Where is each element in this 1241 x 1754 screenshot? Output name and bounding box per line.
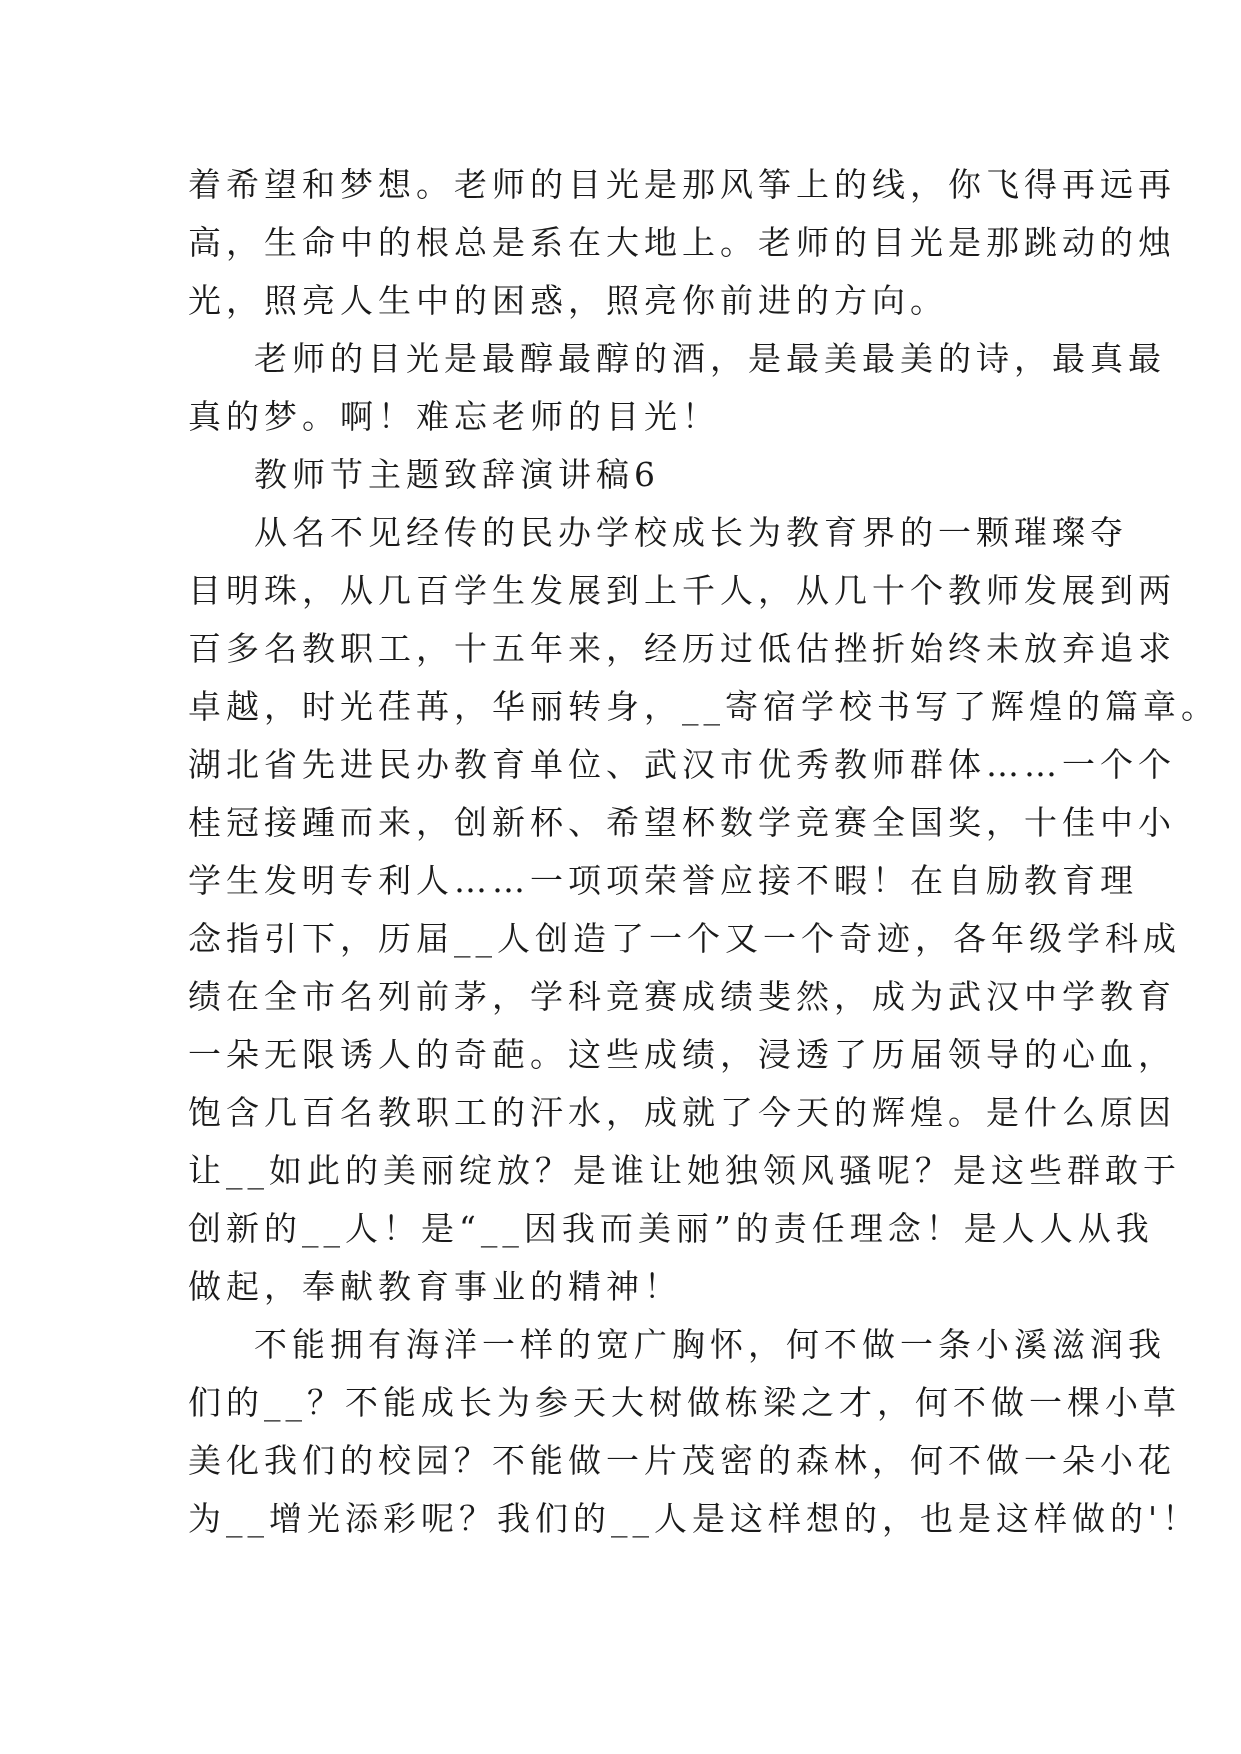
text-line: 为__增光添彩呢？我们的__人是这样想的，也是这样做的'！ bbox=[188, 1499, 1201, 1538]
text-line: 做起，奉献教育事业的精神！ bbox=[188, 1267, 682, 1306]
text-line: 光，照亮人生中的困惑，照亮你前进的方向。 bbox=[188, 281, 948, 320]
text-line: 念指引下，历届__人创造了一个又一个奇迹，各年级学科成 bbox=[188, 919, 1181, 958]
text-line: 百多名教职工，十五年来，经历过低估挫折始终未放弃追求 bbox=[188, 629, 1176, 668]
text-line: 一朵无限诱人的奇葩。这些成绩，浸透了历届领导的心血， bbox=[188, 1035, 1176, 1074]
text-line: 不能拥有海洋一样的宽广胸怀，何不做一条小溪滋润我 bbox=[254, 1325, 1166, 1364]
text-line: 老师的目光是最醇最醇的酒，是最美最美的诗，最真最 bbox=[254, 339, 1166, 378]
text-line: 学生发明专利人……一项项荣誉应接不暇！在自励教育理 bbox=[188, 861, 1138, 900]
text-line: 卓越，时光荏苒，华丽转身，__寄宿学校书写了辉煌的篇章。 bbox=[188, 687, 1219, 726]
text-line: 们的__？不能成长为参天大树做栋梁之才，何不做一棵小草 bbox=[188, 1383, 1181, 1422]
text-line: 从名不见经传的民办学校成长为教育界的一颗璀璨夺 bbox=[254, 513, 1128, 552]
text-line: 饱含几百名教职工的汗水，成就了今天的辉煌。是什么原因 bbox=[188, 1093, 1176, 1132]
text-line: 桂冠接踵而来，创新杯、希望杯数学竞赛全国奖，十佳中小 bbox=[188, 803, 1176, 842]
text-line: 湖北省先进民办教育单位、武汉市优秀教师群体……一个个 bbox=[188, 745, 1176, 784]
document-body bbox=[188, 156, 1219, 1548]
section-heading: 教师节主题致辞演讲稿6 bbox=[254, 455, 660, 494]
text-line: 创新的__人！是“__因我而美丽”的责任理念！是人人从我 bbox=[188, 1209, 1154, 1248]
text-line: 美化我们的校园？不能做一片茂密的森林，何不做一朵小花 bbox=[188, 1441, 1176, 1480]
text-line: 让__如此的美丽绽放？是谁让她独领风骚呢？是这些群敢于 bbox=[188, 1151, 1181, 1190]
text-line: 目明珠，从几百学生发展到上千人，从几十个教师发展到两 bbox=[188, 571, 1176, 610]
text-line: 着希望和梦想。老师的目光是那风筝上的线，你飞得再远再 bbox=[188, 165, 1176, 204]
text-line: 绩在全市名列前茅，学科竞赛成绩斐然，成为武汉中学教育 bbox=[188, 977, 1176, 1016]
text-line: 真的梦。啊！难忘老师的目光！ bbox=[188, 397, 720, 436]
text-line: 高，生命中的根总是系在大地上。老师的目光是那跳动的烛 bbox=[188, 223, 1176, 262]
